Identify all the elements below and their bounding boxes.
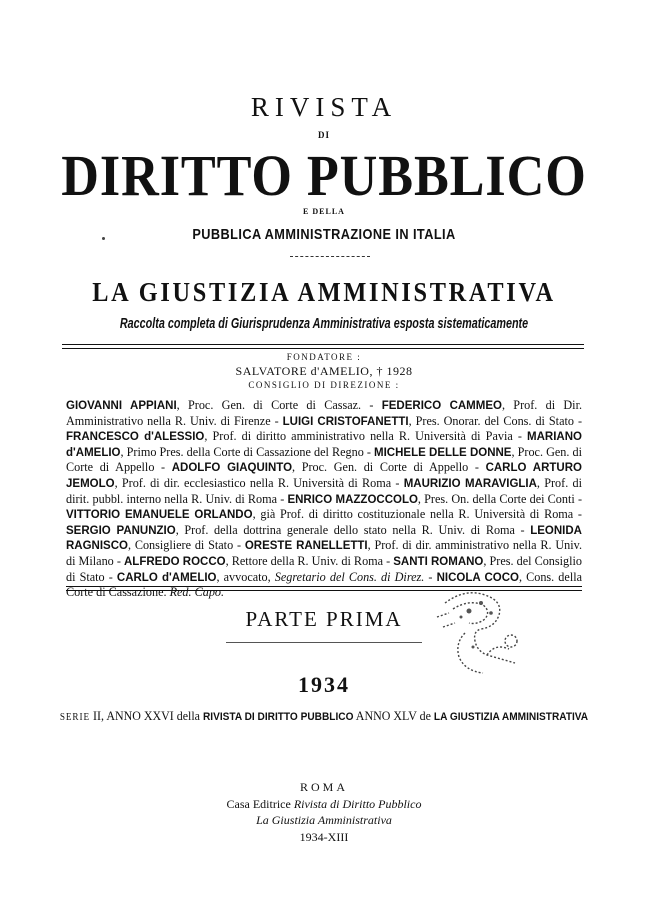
board-member-role: , Rettore della R. Univ. di Roma - — [225, 553, 394, 568]
imprint-edition: 1934-XIII — [299, 830, 349, 844]
series-journal1: RIVISTA DI DIRITTO PUBBLICO — [202, 711, 354, 723]
tagline: Raccolta completa di Giurisprudenza Amministrativa esposta sistematicamente — [119, 315, 529, 332]
series-journal2: LA GIUSTIZIA AMMINISTRATIVA — [433, 711, 589, 723]
masthead-e-della: E DELLA — [303, 207, 345, 216]
imprint-city: ROMA — [299, 780, 348, 794]
series-line — [26, 708, 622, 724]
masthead-rivista: RIVISTA — [250, 92, 398, 122]
board-member-name: FRANCESCO d'ALESSIO — [66, 431, 205, 444]
board-member-role: , Cons. della Corte di Cassazione. — [66, 569, 582, 600]
main-title: DIRITTO PUBBLICO — [61, 143, 587, 208]
board-member-role: , Prof. della dottrina generale dello stato nella R. Univ. di Roma - — [175, 522, 531, 537]
board-member-name: FEDERICO CAMMEO — [381, 400, 502, 412]
board-member-name: MICHELE DELLE DONNE — [374, 446, 512, 459]
board-member-name: CARLO ARTURO JEMOLO — [66, 462, 582, 490]
second-title: LA GIUSTIZIA AMMINISTRATIVA — [92, 277, 556, 307]
board-member-role: , Proc. Gen. di Corte di Cassaz. - — [176, 398, 382, 412]
board-member-role: , Consigliere di Stato - — [127, 538, 245, 553]
board-member-role: , Pres. On. della Corte dei Conti - — [417, 491, 583, 506]
board-member-name: GIOVANNI APPIANI — [66, 400, 177, 412]
board-members — [66, 398, 582, 600]
board-member-name: SERGIO PANUNZIO — [66, 524, 176, 537]
year: 1934 — [298, 672, 350, 697]
board-member-role: , Prof. di dir. amministrativo nella R. Univ. di Milano - — [66, 538, 583, 568]
board-member-role: , Prof. di diritto amministrativo nella R. Università di Pavia - — [204, 429, 528, 444]
board-member-name: MAURIZIO MARAVIGLIA — [403, 477, 537, 490]
board-member-name: NICOLA COCO — [436, 571, 519, 584]
board-member-name: MARIANO d'AMELIO — [66, 431, 582, 459]
board-member-name: SANTI ROMANO — [393, 555, 484, 568]
separator — [290, 256, 370, 257]
board-member-role: , Prof. di dirit. pubbl. interno nella R. Univ. di Roma - — [66, 475, 582, 506]
series-anno2: ANNO XLV de — [355, 708, 431, 723]
board-member-name: ORESTE RANELLETTI — [244, 540, 368, 553]
board-member-role: , avvocato, — [216, 569, 275, 584]
board-label: CONSIGLIO DI DIREZIONE : — [248, 380, 400, 390]
imprint-publisher — [0, 797, 648, 812]
publisher-name: Rivista di Diritto Pubblico — [293, 797, 422, 811]
subtitle: PUBBLICA AMMINISTRAZIONE IN ITALIA — [192, 226, 456, 243]
part-title: PARTE PRIMA — [245, 607, 403, 631]
speck-dot — [102, 237, 105, 240]
board-member-role: , Proc. Gen. di Corte di Appello - — [292, 460, 486, 475]
board-member-name: ALFREDO ROCCO — [123, 555, 226, 568]
board-member-name: VITTORIO EMANUELE ORLANDO — [66, 509, 253, 522]
board-member-role: , Primo Pres. della Corte di Cassazione del Regno - — [120, 444, 375, 459]
series-number: II, — [93, 708, 104, 723]
library-stamp-icon — [425, 583, 535, 683]
board-member-separator: - — [424, 569, 437, 584]
double-rule — [62, 344, 584, 349]
founder-name: SALVATORE d'AMELIO, † 1928 — [235, 364, 413, 378]
board-member-role: , Prof. di dir. ecclesiastico nella R. Università di Roma - — [114, 475, 404, 490]
series-anno1: ANNO XXVI della — [106, 708, 200, 723]
board-member-role-italic: Red. Capo. — [169, 585, 225, 600]
board-member-name: LUIGI CRISTOFANETTI — [282, 415, 409, 428]
board-member-name: LEONIDA RAGNISCO — [66, 524, 582, 553]
board-member-role: , già Prof. di diritto costituzionale nella R. Università di Roma - — [252, 507, 582, 522]
board-member-name: ENRICO MAZZOCCOLO — [287, 493, 418, 506]
board-member-role: , Pres. del Consiglio di Stato - — [66, 553, 582, 584]
board-member-role: , Proc. Gen. di Corte di Appello - — [66, 444, 582, 475]
series-label: SERIE — [59, 712, 91, 723]
founder-label: FONDATORE : — [286, 352, 362, 362]
masthead-di: DI — [317, 130, 330, 140]
publisher-prefix: Casa Editrice — [226, 797, 291, 811]
separator — [226, 642, 422, 643]
board-member-name: ADOLFO GIAQUINTO — [171, 462, 293, 475]
board-member-role: , Prof. di Dir. Amministrativo nella R. Univ. di Firenze - — [66, 398, 583, 428]
board-member-role-italic: Segretario del Cons. di Direz. — [274, 569, 425, 584]
board-member-role: , Pres. Onorar. del Cons. di Stato - — [408, 413, 582, 428]
imprint-publisher-line2: La Giustizia Amministrativa — [256, 813, 392, 827]
board-member-name: CARLO d'AMELIO — [116, 571, 217, 584]
